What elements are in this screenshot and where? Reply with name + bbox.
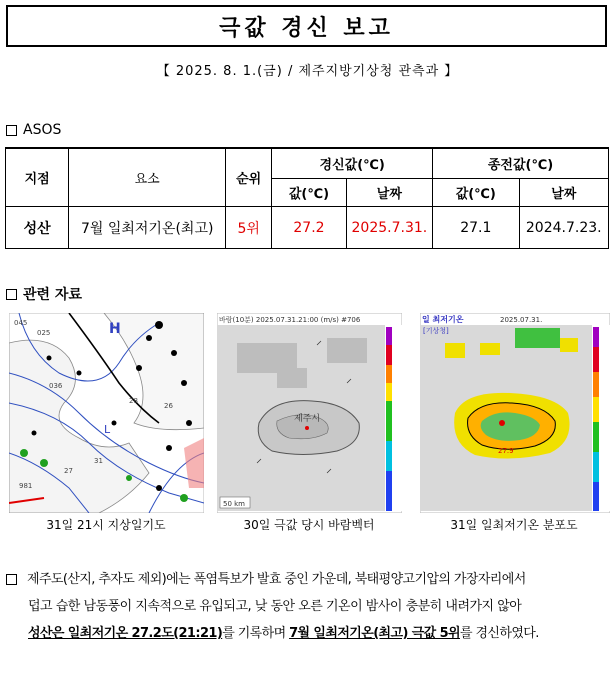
- cell-new-date: 2025.7.31.: [346, 207, 432, 249]
- summary-paragraph: [6, 566, 612, 647]
- cell-station: 성산: [6, 207, 69, 249]
- cell-prev-value: 27.1: [433, 207, 519, 249]
- paragraph-line-2: [6, 593, 612, 620]
- kma-tag: [기상청]: [423, 327, 449, 335]
- figure-surface-chart: [9, 313, 204, 513]
- min-temp-date: 2025.07.31.: [500, 316, 543, 324]
- highlight-record-rank: 7월 일최저기온(최고) 극값 5위: [289, 626, 460, 641]
- paragraph-line-3: [6, 620, 612, 647]
- svg-text:045: 045: [14, 319, 28, 327]
- value-label: 27.9: [498, 447, 514, 455]
- section-asos: [6, 122, 61, 138]
- header-new-date: 날짜: [346, 179, 432, 207]
- jeju-label: 제주시: [294, 414, 321, 424]
- paragraph-text-3b: 를 경신하였다.: [459, 626, 539, 641]
- svg-text:981: 981: [19, 482, 33, 490]
- wind-vector-map-image: [217, 313, 402, 513]
- cell-prev-date: 2024.7.23.: [519, 207, 609, 249]
- svg-text:31: 31: [94, 457, 103, 465]
- square-bullet-icon: [6, 289, 17, 300]
- svg-text:28: 28: [129, 397, 138, 405]
- header-prev-date: 날짜: [519, 179, 609, 207]
- section-related-label: 관련 자료: [23, 287, 82, 303]
- section-related: [6, 284, 82, 304]
- caption-wind-vector: 30일 극값 당시 바람벡터: [243, 518, 375, 532]
- svg-text:L: L: [104, 423, 111, 436]
- header-station: 지점: [6, 148, 69, 207]
- svg-text:025: 025: [37, 329, 51, 337]
- paragraph-text-2: 덥고 습한 남동풍이 지속적으로 유입되고, 낮 동안 오른 기온이 밤사이 충분히 내려가지 않아: [28, 599, 522, 614]
- header-rank: 순위: [226, 148, 272, 207]
- svg-text:27: 27: [64, 467, 73, 475]
- header-element: 요소: [69, 148, 226, 207]
- report-title: 극값 경신 보고: [6, 5, 607, 47]
- wind-header: 바람(10분) 2025.07.31.21:00 (m/s) #706: [219, 316, 361, 324]
- paragraph-text-1: 제주도(산지, 추자도 제외)에는 폭염특보가 발효 중인 가운데, 북태평양고기압의 가장자리에서: [27, 572, 526, 587]
- caption-surface-chart: 31일 21시 지상일기도: [46, 518, 166, 532]
- header-prev-value: 값(℃): [433, 179, 519, 207]
- record-table: [5, 147, 609, 249]
- surface-weather-map-image: [9, 313, 204, 513]
- figures-row: [0, 313, 615, 553]
- square-bullet-icon: [6, 574, 17, 585]
- report-subtitle: 【 2025. 8. 1.(금) / 제주지방기상청 관측과 】: [156, 64, 459, 79]
- cell-new-value: 27.2: [272, 207, 346, 249]
- min-temp-map-image: [420, 313, 610, 513]
- header-previous: 종전값(℃): [433, 148, 609, 179]
- section-asos-label: ASOS: [23, 122, 62, 138]
- header-new-record: 경신값(℃): [272, 148, 433, 179]
- svg-text:H: H: [109, 321, 121, 337]
- cell-element: 7월 일최저기온(최고): [69, 207, 226, 249]
- paragraph-text-3a: 를 기록하며: [222, 626, 290, 641]
- figure-min-temp: [420, 313, 610, 513]
- paragraph-line-1: [6, 566, 612, 593]
- cell-rank: 5위: [226, 207, 272, 249]
- header-new-value: 값(℃): [272, 179, 346, 207]
- highlight-record-value: 성산은 일최저기온 27.2도(21:21): [28, 626, 223, 641]
- caption-min-temp: 31일 일최저기온 분포도: [450, 518, 578, 532]
- scale-label: 50 km: [223, 500, 246, 508]
- svg-text:26: 26: [164, 402, 173, 410]
- svg-text:036: 036: [49, 382, 63, 390]
- figure-wind-vector: [217, 313, 402, 513]
- min-temp-header: 일 최저기온: [422, 315, 464, 324]
- square-bullet-icon: [6, 125, 17, 136]
